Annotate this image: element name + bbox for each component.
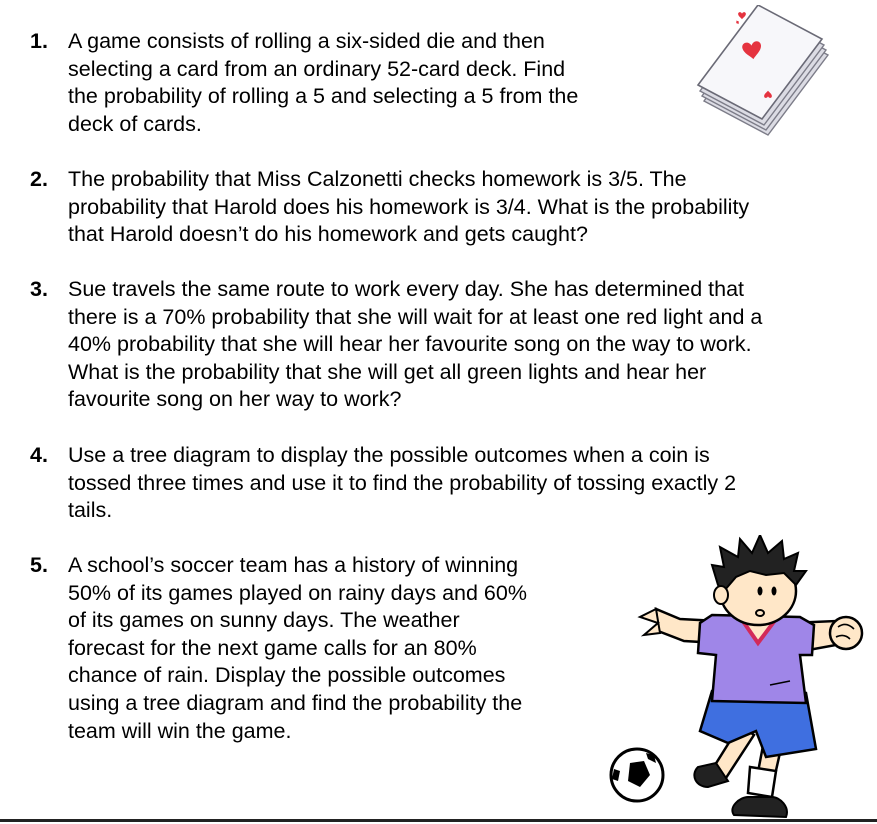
question-number: 5. [30,553,48,577]
svg-text:♦: ♦ [734,18,742,27]
question-text-line: deck of cards. [68,111,202,136]
soccer-ball-icon [611,749,663,801]
question-text-line: there is a 70% probability that she will wait for at least one red light and a [68,304,763,329]
question-text-line: 50% of its games played on rainy days and 60% [68,580,527,605]
question-text-line: Sue travels the same route to work every day. She has determined that [68,277,745,301]
question-number: 3. [30,277,48,301]
question-text-line: the probability of rolling a 5 and selecting a 5 from the [68,84,579,109]
question-text-line: that Harold doesn’t do his homework and gets caught? [68,222,588,247]
question-text-line: tossed three times and use it to find the probability of tossing exactly 2 [68,470,737,495]
question-number: 1. [30,29,48,53]
question-5 [30,552,527,745]
question-text-line: What is the probability that she will get all green lights and hear her [68,359,707,384]
heart-icon [738,12,746,19]
question-text-line: team will win the game. [68,718,292,743]
question-1 [30,28,578,138]
question-text-line: forecast for the next game calls for an 80% [68,635,477,660]
question-number: 4. [30,443,48,467]
question-text-line: tails. [68,498,113,523]
question-text-line: The probability that Miss Calzonetti checks homework is 3/5. The [68,167,687,191]
question-text-line: A game consists of rolling a six-sided die and then [68,29,545,53]
question-text-line: of its games on sunny days. The weather [68,608,460,633]
question-number: 2. [30,167,48,191]
question-text-line: using a tree diagram and find the probability the [68,690,523,715]
question-2 [30,166,749,249]
question-4 [30,442,736,525]
question-text-line: chance of rain. Display the possible outcomes [68,663,506,688]
soccer-player-illustration [600,535,877,824]
question-text-line: A school’s soccer team has a history of winning [68,553,519,577]
playing-cards-illustration [680,5,830,140]
page-bottom-rule [0,819,877,822]
question-text-line: probability that Harold does his homework is 3/4. What is the probability [68,194,750,219]
question-text-line: 40% probability that she will hear her favourite song on the way to work. [68,332,752,357]
question-text-line: favourite song on her way to work? [68,387,402,412]
question-3 [30,276,762,414]
question-text-line: selecting a card from an ordinary 52-card deck. Find [68,56,566,81]
question-text-line: Use a tree diagram to display the possible outcomes when a coin is [68,443,710,467]
